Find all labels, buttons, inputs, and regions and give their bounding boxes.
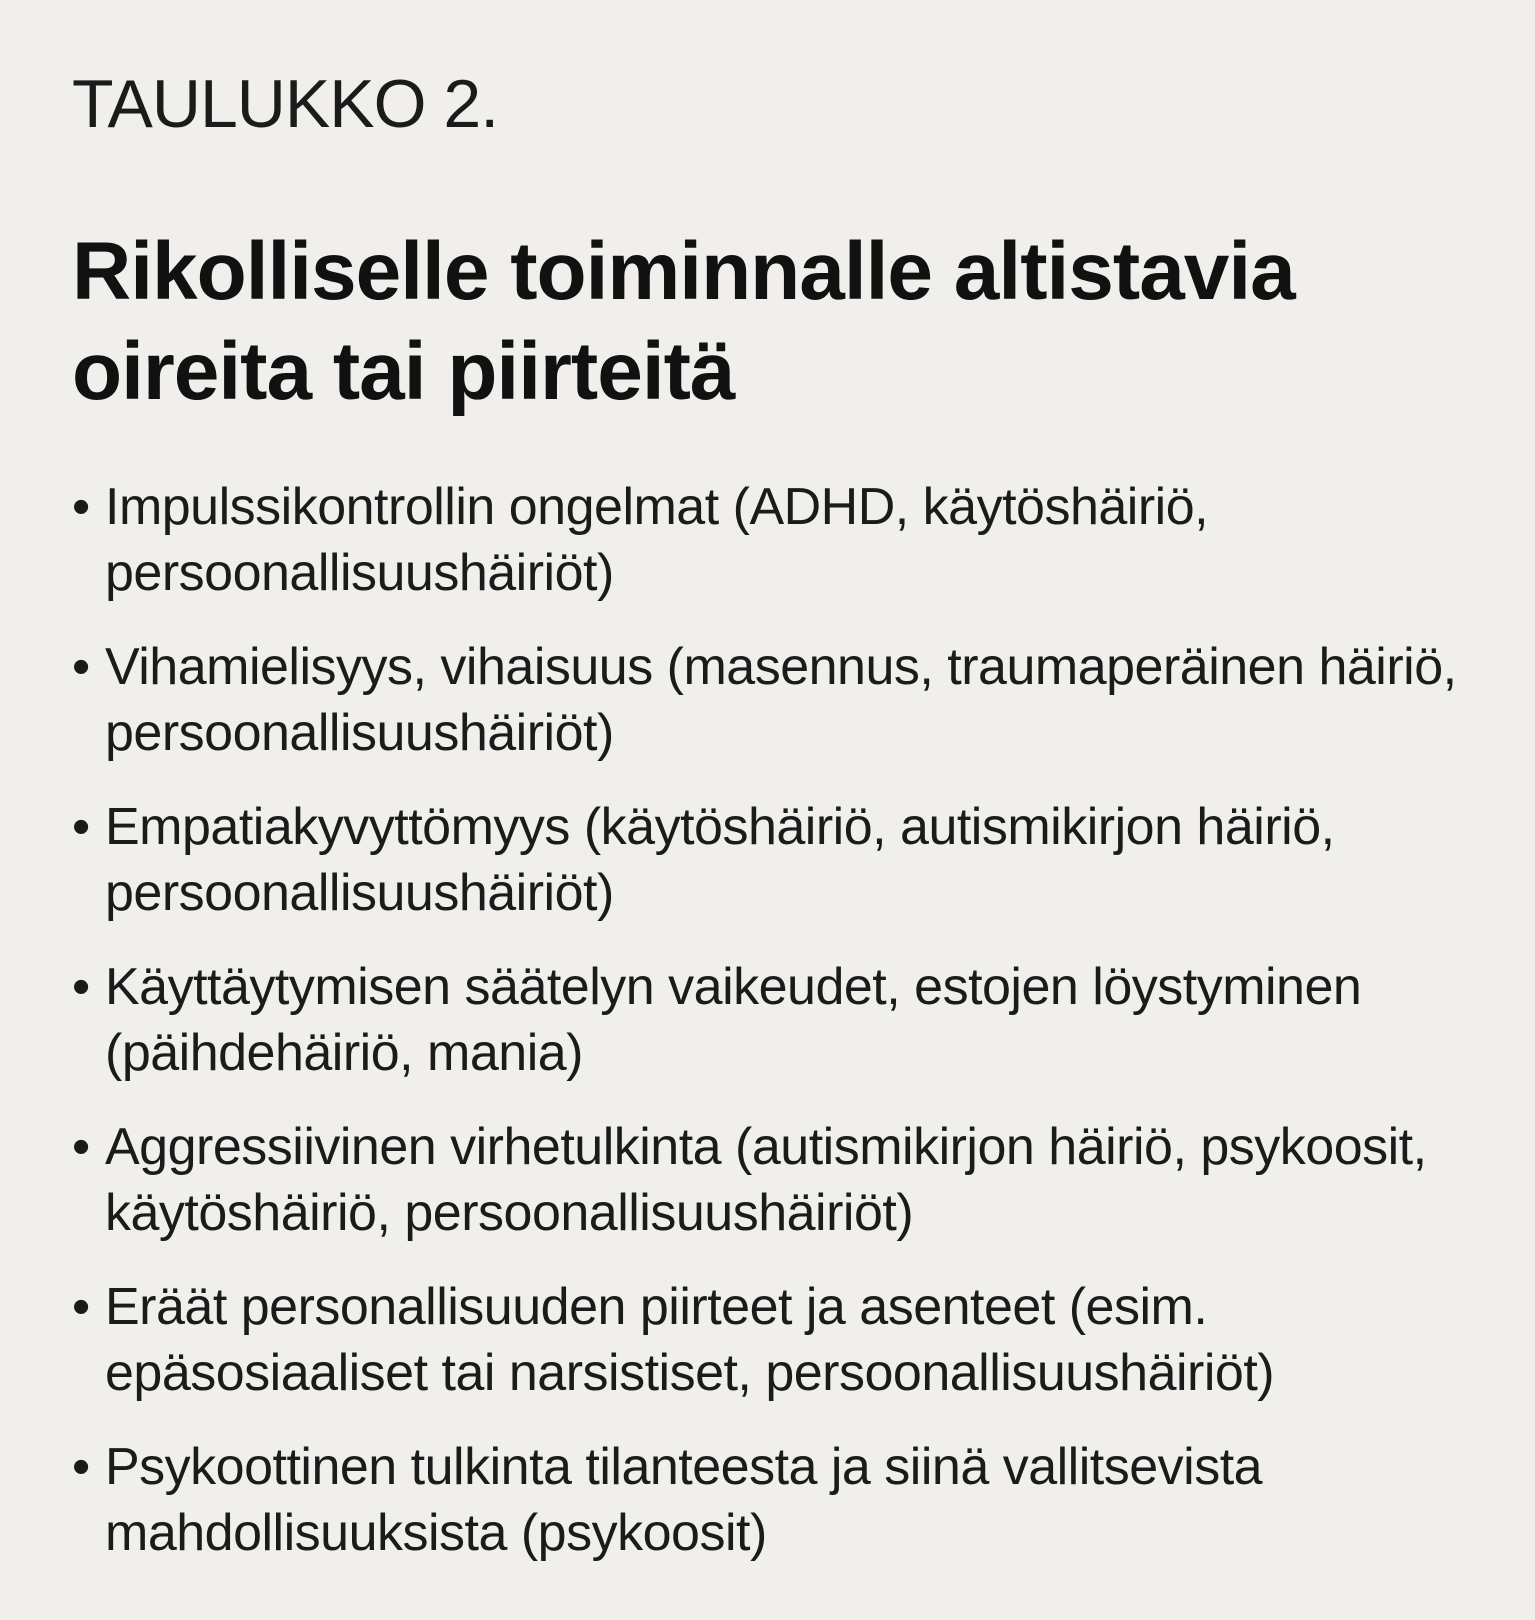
- list-item-text: Eräät personallisuuden piirteet ja asenteet (esim. epäsosiaaliset tai narsistiset, persoonallisuushäiriöt): [105, 1278, 1275, 1402]
- list-item: [72, 1114, 1492, 1246]
- list-item-text: Psykoottinen tulkinta tilanteesta ja siinä vallitsevista mahdollisuuksista (psykoosit): [105, 1438, 1263, 1562]
- table-card: [72, 0, 1492, 1620]
- list-item-text: Empatiakyvyttömyys (käytöshäiriö, autismikirjon häiriö, persoonallisuushäiriöt): [105, 798, 1335, 922]
- table-label: TAULUKKO 2.: [72, 66, 499, 142]
- list-item-text: Aggressiivinen virhetulkinta (autismikirjon häiriö, psykoosit, käytöshäiriö, persoonallisuushäiriöt): [105, 1118, 1427, 1242]
- list-item: [72, 474, 1492, 606]
- list-item: [72, 634, 1492, 766]
- list-item: [72, 1434, 1492, 1566]
- list-item-text: Käyttäytymisen säätelyn vaikeudet, estojen löystyminen (päihdehäiriö, mania): [105, 958, 1362, 1082]
- list-item: [72, 1274, 1492, 1406]
- bullet-icon: •: [72, 1118, 90, 1176]
- bullet-icon: •: [72, 798, 90, 856]
- bullet-icon: •: [72, 478, 90, 536]
- page-title: Rikolliselle toiminnalle altistavia oireita tai piirteitä: [72, 226, 1295, 417]
- bullet-icon: •: [72, 1438, 90, 1496]
- list-item-text: Impulssikontrollin ongelmat (ADHD, käytöshäiriö, persoonallisuushäiriöt): [105, 478, 1209, 602]
- bullet-icon: •: [72, 638, 90, 696]
- symptom-list: [72, 474, 1492, 1594]
- list-item: [72, 794, 1492, 926]
- bullet-icon: •: [72, 1278, 90, 1336]
- list-item: [72, 954, 1492, 1086]
- bullet-icon: •: [72, 958, 90, 1016]
- list-item-text: Vihamielisyys, vihaisuus (masennus, traumaperäinen häiriö, persoonallisuushäiriöt): [105, 638, 1457, 762]
